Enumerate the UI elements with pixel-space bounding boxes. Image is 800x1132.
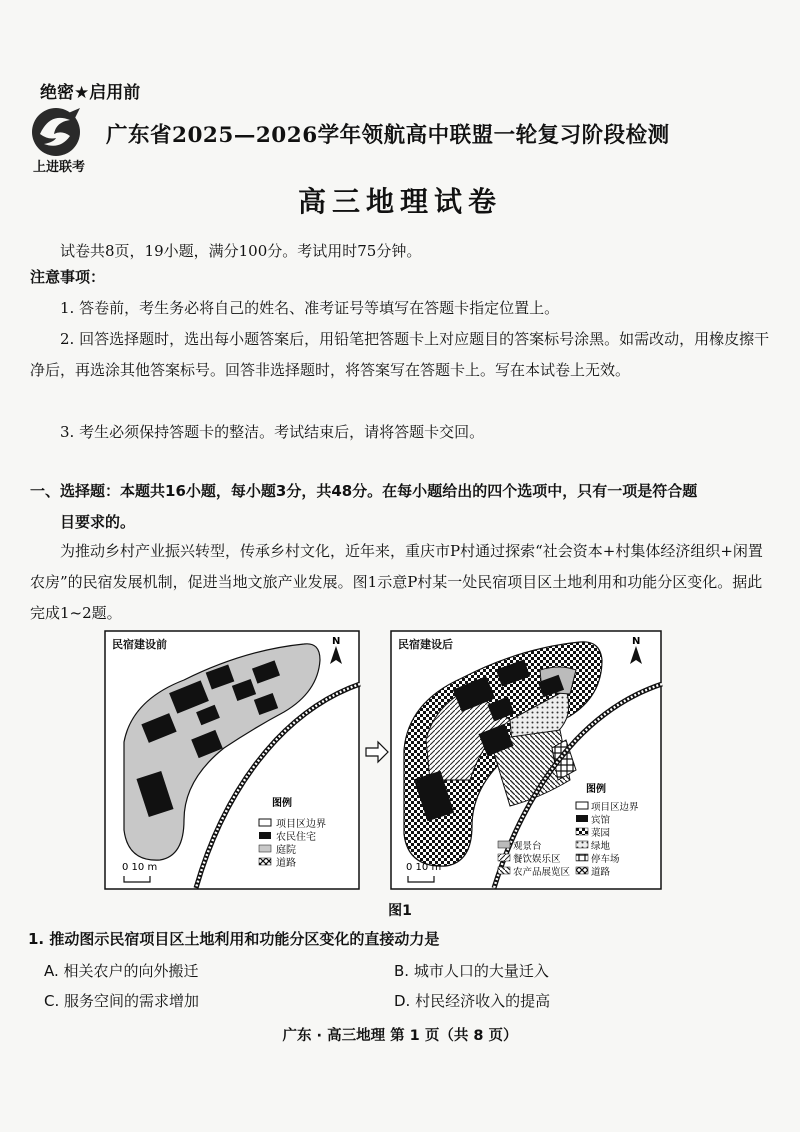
notice-item-2: 2. 回答选择题时，选出每小题答案后，用铅笔把答题卡上对应题目的答案标号涂黑。如需改动，用橡皮擦干净后，再选涂其他答案标号。回答非选择题时，将答案写在答题卡上。写在本试卷上无效。 [30, 330, 770, 379]
subject-title: 高三地理试卷 [297, 185, 502, 218]
map-before-title: 民宿建设前 [112, 638, 167, 651]
map-after-panel [391, 631, 662, 889]
legend-item: 项目区边界 [591, 802, 639, 813]
map-before-panel [105, 631, 360, 889]
legend-item: 道路 [591, 867, 611, 878]
legend-item: 绿地 [591, 841, 611, 852]
confidential-label: 绝密★启用前 [40, 83, 141, 103]
legend-item: 农产品展览区 [513, 867, 571, 878]
notice-heading: 注意事项： [30, 268, 106, 286]
legend-item: 餐饮娱乐区 [513, 854, 561, 865]
exam-title: 广东省2025—2026学年领航高中联盟一轮复习阶段检测 [106, 123, 670, 148]
question-1-stem: 1. 推动图示民宿项目区土地利用和功能分区变化的直接动力是 [28, 930, 440, 948]
question-1-option-d[interactable]: D. 村民经济收入的提高 [394, 992, 551, 1010]
legend-item: 道路 [276, 858, 296, 869]
section-heading [30, 476, 774, 538]
figure-1 [104, 630, 664, 892]
transition-arrow-icon [366, 742, 388, 762]
legend-item: 农民住宅 [276, 832, 316, 843]
page-footer: 广东 · 高三地理 第 1 页（共 8 页） [282, 1028, 518, 1044]
question-1-option-a[interactable]: A. 相关农户的向外搬迁 [44, 962, 199, 980]
section-heading-cont: 目要求的。 [60, 513, 136, 531]
legend-title: 图例 [272, 798, 292, 809]
question-1-option-b[interactable]: B. 城市人口的大量迁入 [394, 962, 549, 980]
legend-item: 停车场 [591, 854, 620, 865]
legend-item: 观景台 [513, 841, 542, 852]
legend-item: 项目区边界 [276, 819, 326, 830]
section-heading-text: 一、选择题：本题共16小题，每小题3分，共48分。在每小题给出的四个选项中，只有一项是符合题 [30, 482, 698, 500]
legend-item: 宾馆 [591, 815, 611, 826]
figure-caption: 图1 [388, 903, 412, 919]
question-1-option-c[interactable]: C. 服务空间的需求增加 [44, 992, 200, 1010]
passage: 为推动乡村产业振兴转型，传承乡村文化，近年来，重庆市P村通过探索“社会资本+村集体经济组织+闲置农房”的民宿发展机制，促进当地文旅产业发展。图1示意P村某一处民宿项目区土地利用和功能分区变化。据此完成1~2题。 [30, 542, 763, 622]
scale-label: 0 10 m [122, 862, 158, 873]
legend-item: 庭院 [276, 845, 296, 856]
north-label: N [632, 636, 641, 647]
map-after-title: 民宿建设后 [398, 638, 453, 651]
legend-item: 菜园 [591, 828, 611, 839]
logo-text: 上进联考 [32, 160, 85, 175]
scale-label: 0 10 m [406, 862, 442, 873]
notice-item-3: 3. 考生必须保持答题卡的整洁。考试结束后，请将答题卡交回。 [60, 423, 485, 441]
north-label: N [332, 636, 341, 647]
legend-title: 图例 [586, 784, 606, 795]
exam-intro: 试卷共8页，19小题，满分100分。考试用时75分钟。 [60, 242, 422, 260]
notice-item-1: 1. 答卷前，考生务必将自己的姓名、准考证号等填写在答题卡指定位置上。 [60, 299, 560, 317]
